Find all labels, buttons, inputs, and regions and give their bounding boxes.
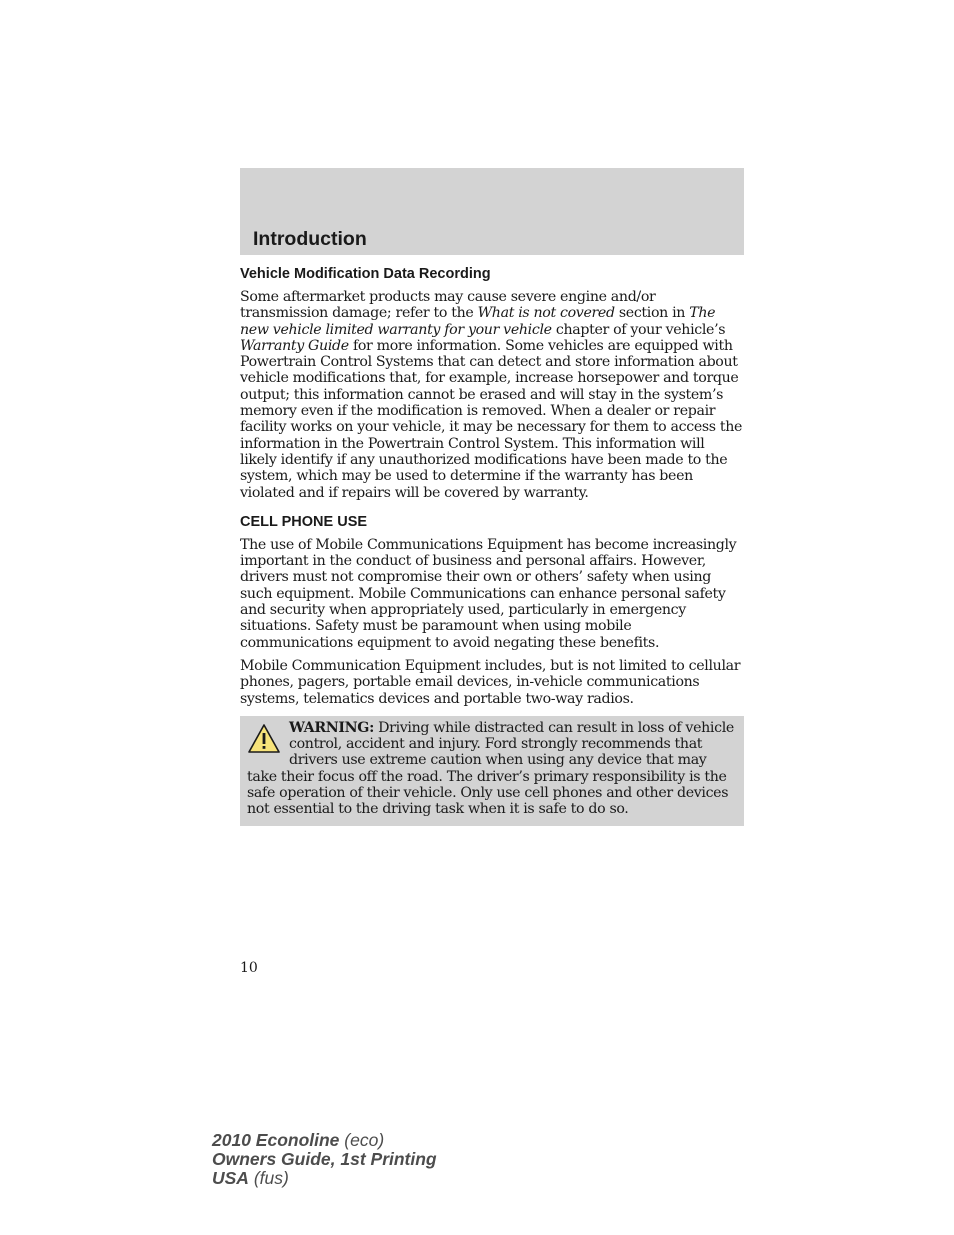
chapter-header [240,168,744,255]
chapter-title: Introduction [253,228,367,250]
footer-line-2 [212,1150,437,1169]
italic-ref-warranty-guide: Warranty Guide [240,337,349,354]
text-span: for more information. Some vehicles are equipped with Powertrain Control Systems that can detect and store information about vehicle modifications that, for example, increase horsepower and torque output; this information cannot be erased and will stay in the system’s memory even if the modification is removed. When a dealer or repair facility works on your vehicle, it may be necessary for them to access the information in the Powertrain Control System. This information will likely identify if any unauthorized modifications have been made to the system, which may be used to determine if the warranty has been violated and if repairs will be covered by warranty. [240,337,743,501]
footer-line-1 [212,1131,437,1150]
page-number: 10 [240,960,258,976]
italic-ref-limited-warranty: The new vehicle limited warranty for your vehicle [240,305,716,338]
warning-label: WARNING: [289,719,374,736]
text-span: chapter of your vehicle’s [551,321,726,338]
paragraph-cell-phone-1: The use of Mobile Communications Equipment has become increasingly important in the conduct of business and personal affairs. However, drivers must not compromise their own or others’ safety when using such equipment. Mobile Communications can enhance personal safety and security when appropriately used, particularly in emergency situations. Safety must be paramount when using mobile communications equipment to avoid negating these benefits. [240,536,737,651]
footer-market: USA [212,1168,249,1188]
footer-market-code: (fus) [248,1168,289,1188]
warning-box [240,716,744,826]
text-span: section in [614,305,690,322]
italic-ref-what-is-not-covered: What is not covered [477,305,615,322]
paragraph-cell-phone-2: Mobile Communication Equipment includes, but is not limited to cellular phones, pagers, portable email devices, in-vehicle communications systems, telematics devices and portable two-way radios. [240,657,741,707]
warning-text: Driving while distracted can result in loss of vehicle control, accident and injury. Ford strongly recommends that drivers use extreme caution when using any device that may take their focus off the road. The driver’s primary responsibility is the safe operation of their vehicle. Only use cell phones and other devices not essential to the driving task when it is safe to do so. [247,719,734,818]
warning-triangle-icon [247,722,281,756]
footer [212,1131,437,1188]
section-heading-vehicle-modification: Vehicle Modification Data Recording [240,266,491,282]
text-span: Some aftermarket products may cause severe engine and/or transmission damage; refer to the [240,289,656,322]
footer-model: 2010 Econoline [212,1130,340,1150]
footer-line-3 [212,1169,437,1188]
paragraph-vehicle-modification [240,289,744,501]
footer-printing: Owners Guide, 1st Printing [212,1149,437,1169]
page-content [240,266,744,826]
section-heading-cell-phone-use: CELL PHONE USE [240,513,368,530]
footer-model-code: (eco) [339,1130,385,1150]
